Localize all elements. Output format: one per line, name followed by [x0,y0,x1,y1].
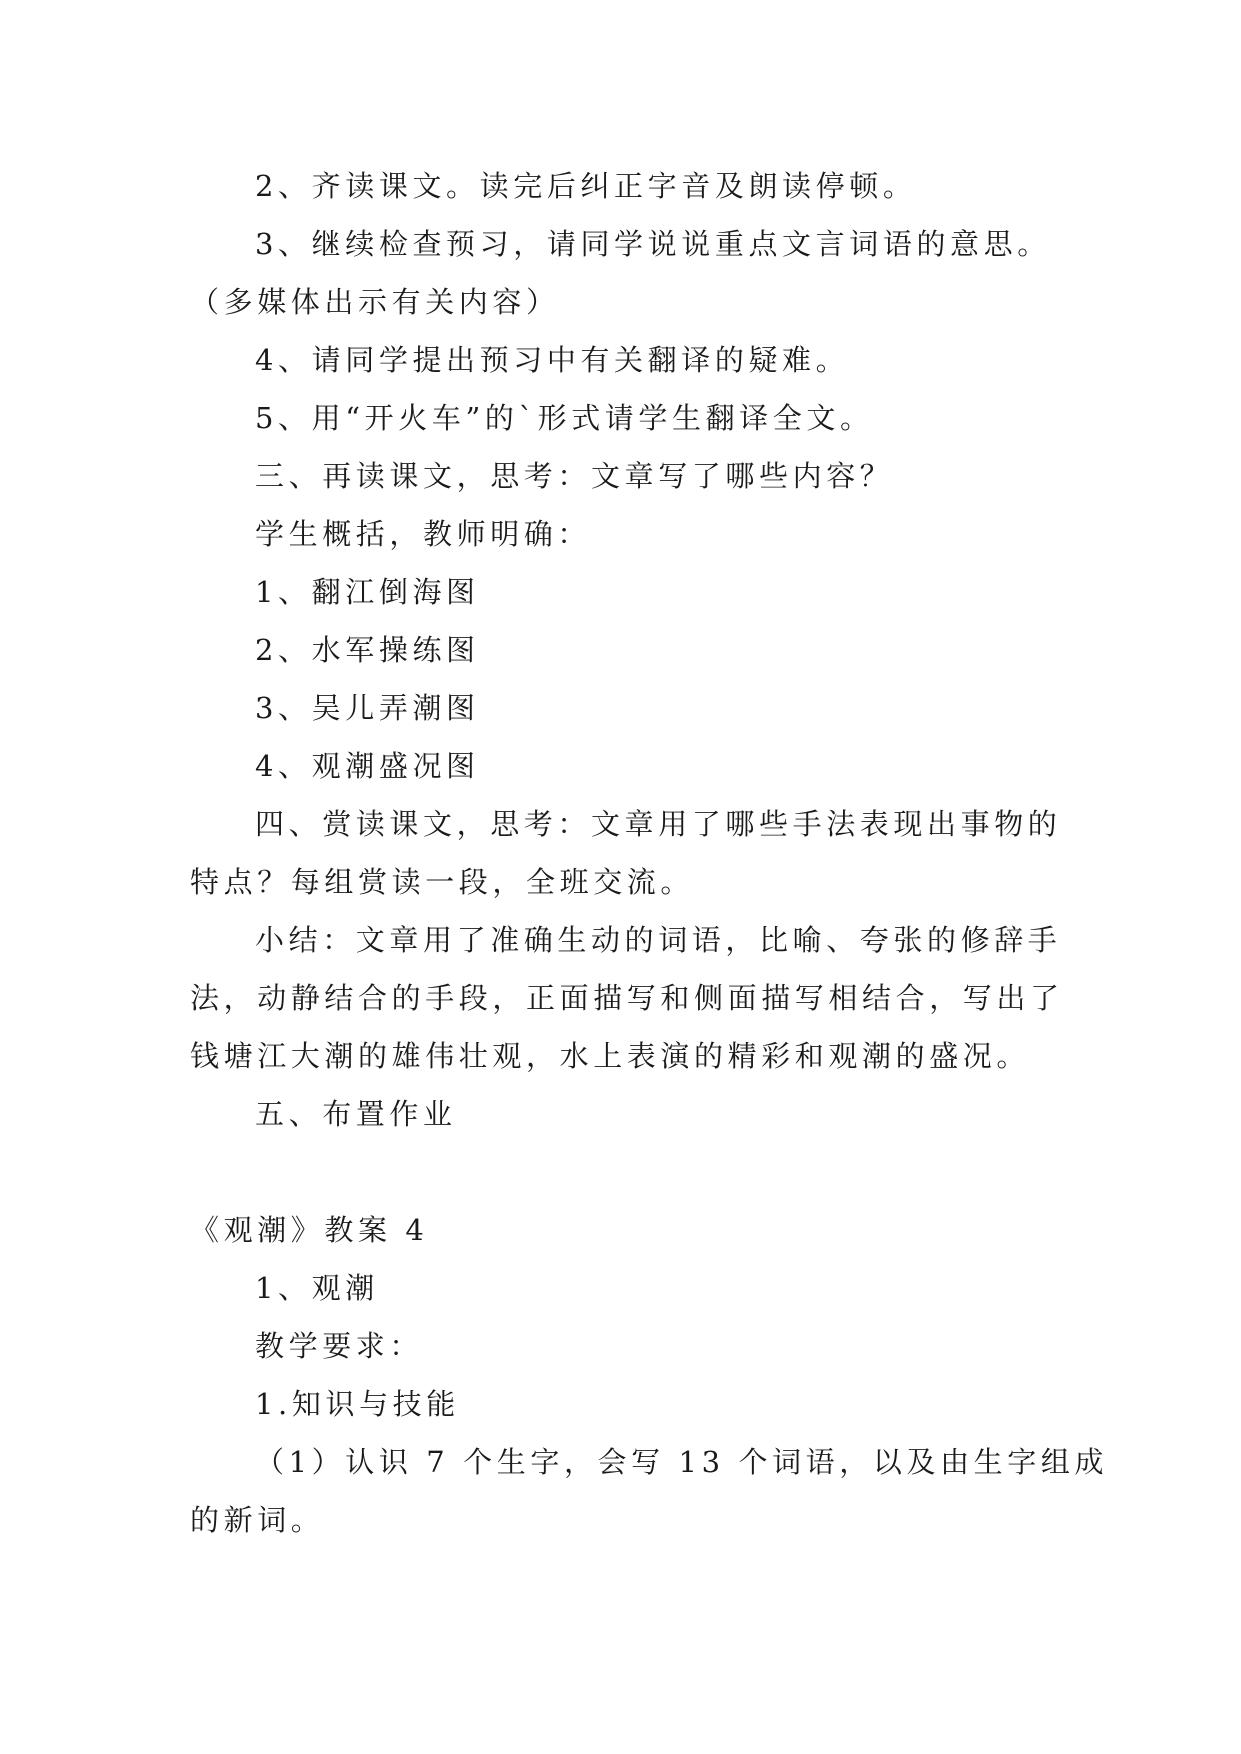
paragraph-line: 5、用“开火车”的`形式请学生翻译全文。 [255,401,874,435]
list-item: 1、翻江倒海图 [255,575,480,609]
document-title: 《观潮》教案 4 [190,1213,429,1247]
paragraph-line: 4、请同学提出预习中有关翻译的疑难。 [255,343,850,377]
list-item: 3、吴儿弄潮图 [255,691,480,725]
paragraph-line: 1、观潮 [255,1271,379,1305]
paragraph-line: 学生概括，教师明确： [255,517,592,551]
list-item: 2、水军操练图 [255,633,480,667]
paragraph-line: 的新词。 [190,1503,325,1537]
section-heading: 四、赏读课文，思考：文章用了哪些手法表现出事物的 [255,807,1062,841]
section-heading: 三、再读课文，思考：文章写了哪些内容？ [255,459,894,493]
paragraph-line: 特点？每组赏读一段，全班交流。 [190,865,695,899]
paragraph-line: 教学要求： [255,1329,424,1363]
paragraph-line: 小结：文章用了准确生动的词语，比喻、夸张的修辞手 [255,923,1062,957]
list-item: 4、观潮盛况图 [255,749,480,783]
paragraph-line: 钱塘江大潮的雄伟壮观，水上表演的精彩和观潮的盛况。 [190,1039,1031,1073]
paragraph-line: 1.知识与技能 [255,1387,460,1421]
paragraph-line: （1）认识 7 个生字，会写 13 个词语，以及由生字组成 [255,1445,1109,1479]
paragraph-line: 2、齐读课文。读完后纠正字音及朗读停顿。 [255,169,917,203]
section-heading: 五、布置作业 [255,1097,457,1131]
paragraph-line: 法，动静结合的手段，正面描写和侧面描写相结合，写出了 [190,981,1064,1015]
paragraph-line: （多媒体出示有关内容） [190,285,560,319]
paragraph-line: 3、继续检查预习，请同学说说重点文言词语的意思。 [255,227,1051,261]
